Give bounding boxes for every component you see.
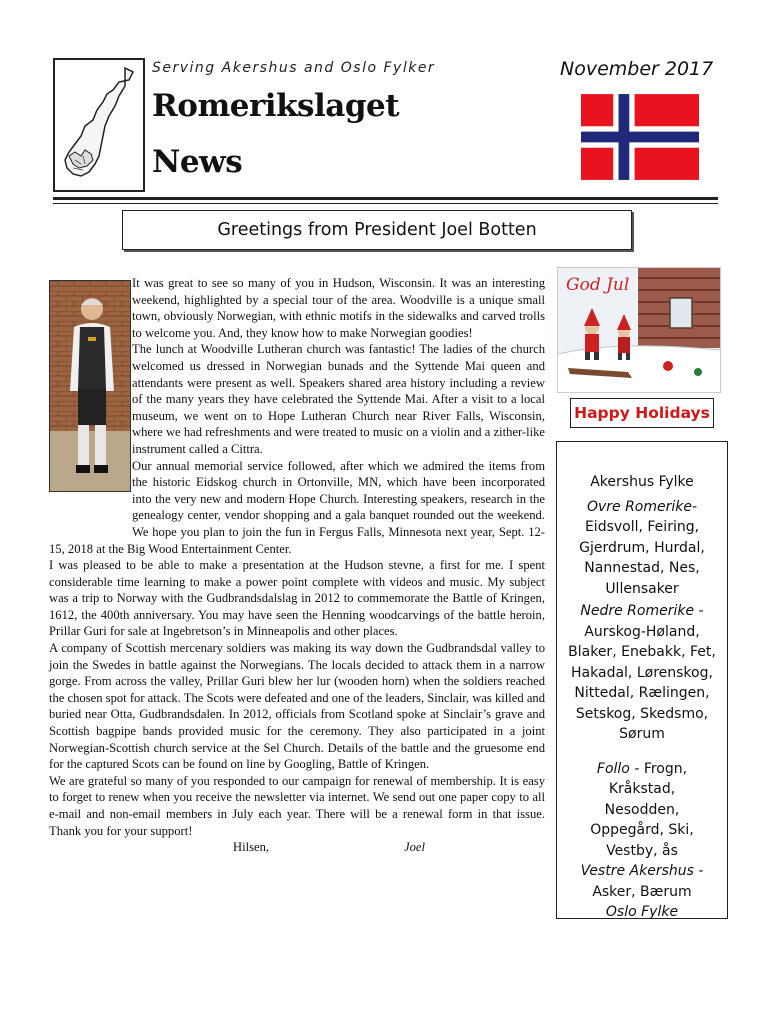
closing: Hilsen, <box>233 840 270 855</box>
article-paragraph: I was pleased to be able to make a presentation at the Hudson stevne, a first for me. I spent considerable time learning to make a power point complete with videos and music. My subject was a trip to Norway with the Gudbrandsdalslag in 2012 to commemorate the Battle of Kringen, 1612, the 400th anniversary. You may have seen the Henning woodcarvings of the battle heroin, Prillar Guri for sale at Ingebretson’s in Minneapolis and other places. <box>49 558 545 639</box>
newsletter-title-news: News <box>152 144 243 180</box>
sidebar-heading: Akershus Fylke <box>590 474 694 490</box>
header-tagline: Serving Akershus and Oslo Fylker <box>152 60 436 76</box>
article-paragraph: We are grateful so many of you responded to our campaign for renewal of membership. It is easy to forget to renew when you receive the newsletter via internet. We send out one paper copy to all e-mail and non-email members in July each year. There will be a renewal form in that issue. Thank you for your support! <box>49 773 545 838</box>
norway-map-logo <box>53 58 145 192</box>
god-jul-card-illustration <box>557 267 721 393</box>
god-jul-text: God Jul <box>566 275 630 295</box>
article-paragraph: A company of Scottish mercenary soldiers was making its way down the Gudbrandsdal valley to join the Swedes in battle against the Norwegians. The locals decided to attack them in a narrow gorge. From across the valley, Prillar Guri blew her lur (wooden horn) when the soldiers reached the chosen spot for attack. The Scots were defeated and one of the leaders, Sinclair, was killed and buried near Otta, Gudbrandsdalen. In 2012, officials from Scotland spoke at Sinclair’s grave and Scottish bagpipe bands provided music for the ceremony. They also participated in a joint Norwegian-Scottish church service at the Sel Church. Details of the battle and the gruesome end for the captured Scots can be found on line by Googling, Battle of Kringen. <box>49 641 545 772</box>
norway-map-icon <box>55 60 143 190</box>
issue-date: November 2017 <box>560 58 714 80</box>
region-label-ovre: Ovre Romerike- <box>586 498 698 515</box>
region-places-nedre: Aurskog-Høland, Blaker, Enebakk, Fet, Hakadal, Lørenskog, Nittedal, Rælingen, Setskog, Skedsmo, Sørum <box>568 623 716 742</box>
signature-line <box>49 839 545 856</box>
article-paragraph: It was great to see so many of you in Hudson, Wisconsin. It was an interesting weekend, highlighted by a special tour of the area. Woodville is a unique small town, obviously Norwegian, with ethnic motifs in the sidewalks and carved trolls to welcome you. And, they know how to make Norwegian goodies! <box>132 276 545 340</box>
region-follo <box>563 759 721 862</box>
photo-spacer <box>49 275 132 537</box>
region-label-follo: Follo <box>596 760 630 777</box>
norway-flag-icon <box>581 93 699 181</box>
region-label-vestre: Vestre Akershus - <box>580 863 704 879</box>
president-letter <box>49 275 545 856</box>
greeting-heading: Greetings from President Joel Botten <box>122 210 632 250</box>
header-divider-thin <box>53 203 718 204</box>
region-label-nedre: Nedre Romerike - <box>580 603 704 619</box>
header-divider <box>53 197 718 200</box>
region-places-follo: - Frogn, Kråkstad, Nesodden, Oppegård, Ski, Vestby, ås <box>590 760 694 859</box>
article-paragraph: Our annual memorial service followed, after which we admired the items from the historic Eidskog church in Ortonville, MN, which have been incorporated into the very new and modern Hope Church. Interesting speakers, research in the genealogy center, vendor shopping and a gala banquet rounded out the weekend. We hope you plan to join the fun in Fergus Falls, Minnesota next year, Sept. 12-15, 2018 at the Big Wood Entertainment Center. <box>49 458 545 556</box>
signature: Joel <box>404 840 426 855</box>
region-label-oslo: Oslo Fylke <box>605 904 679 920</box>
region-places-vestre: Asker, Bærum <box>592 883 692 900</box>
region-places-ovre: Eidsvoll, Feiring, Gjerdrum, Hurdal, Nannestad, Nes, Ullensaker <box>579 519 705 597</box>
fylke-sidebar <box>556 441 728 919</box>
article-paragraph: The lunch at Woodville Lutheran church was fantastic! The ladies of the church welcomed us dressed in Norwegian bunads and the Syttende Mai queen and attendants were present as well. Speakers shared area history including a review of the many years they have celebrated the Syttende Mai. After a visit to a local museum, we went on to Hope Lutheran Church near River Falls, Wisconsin, where we had refreshments and were treated to music on a violin and a zither-like instrument called a Cittra. <box>132 342 545 456</box>
happy-holidays-banner: Happy Holidays <box>570 398 714 428</box>
newsletter-title: Romerikslaget <box>152 88 400 124</box>
